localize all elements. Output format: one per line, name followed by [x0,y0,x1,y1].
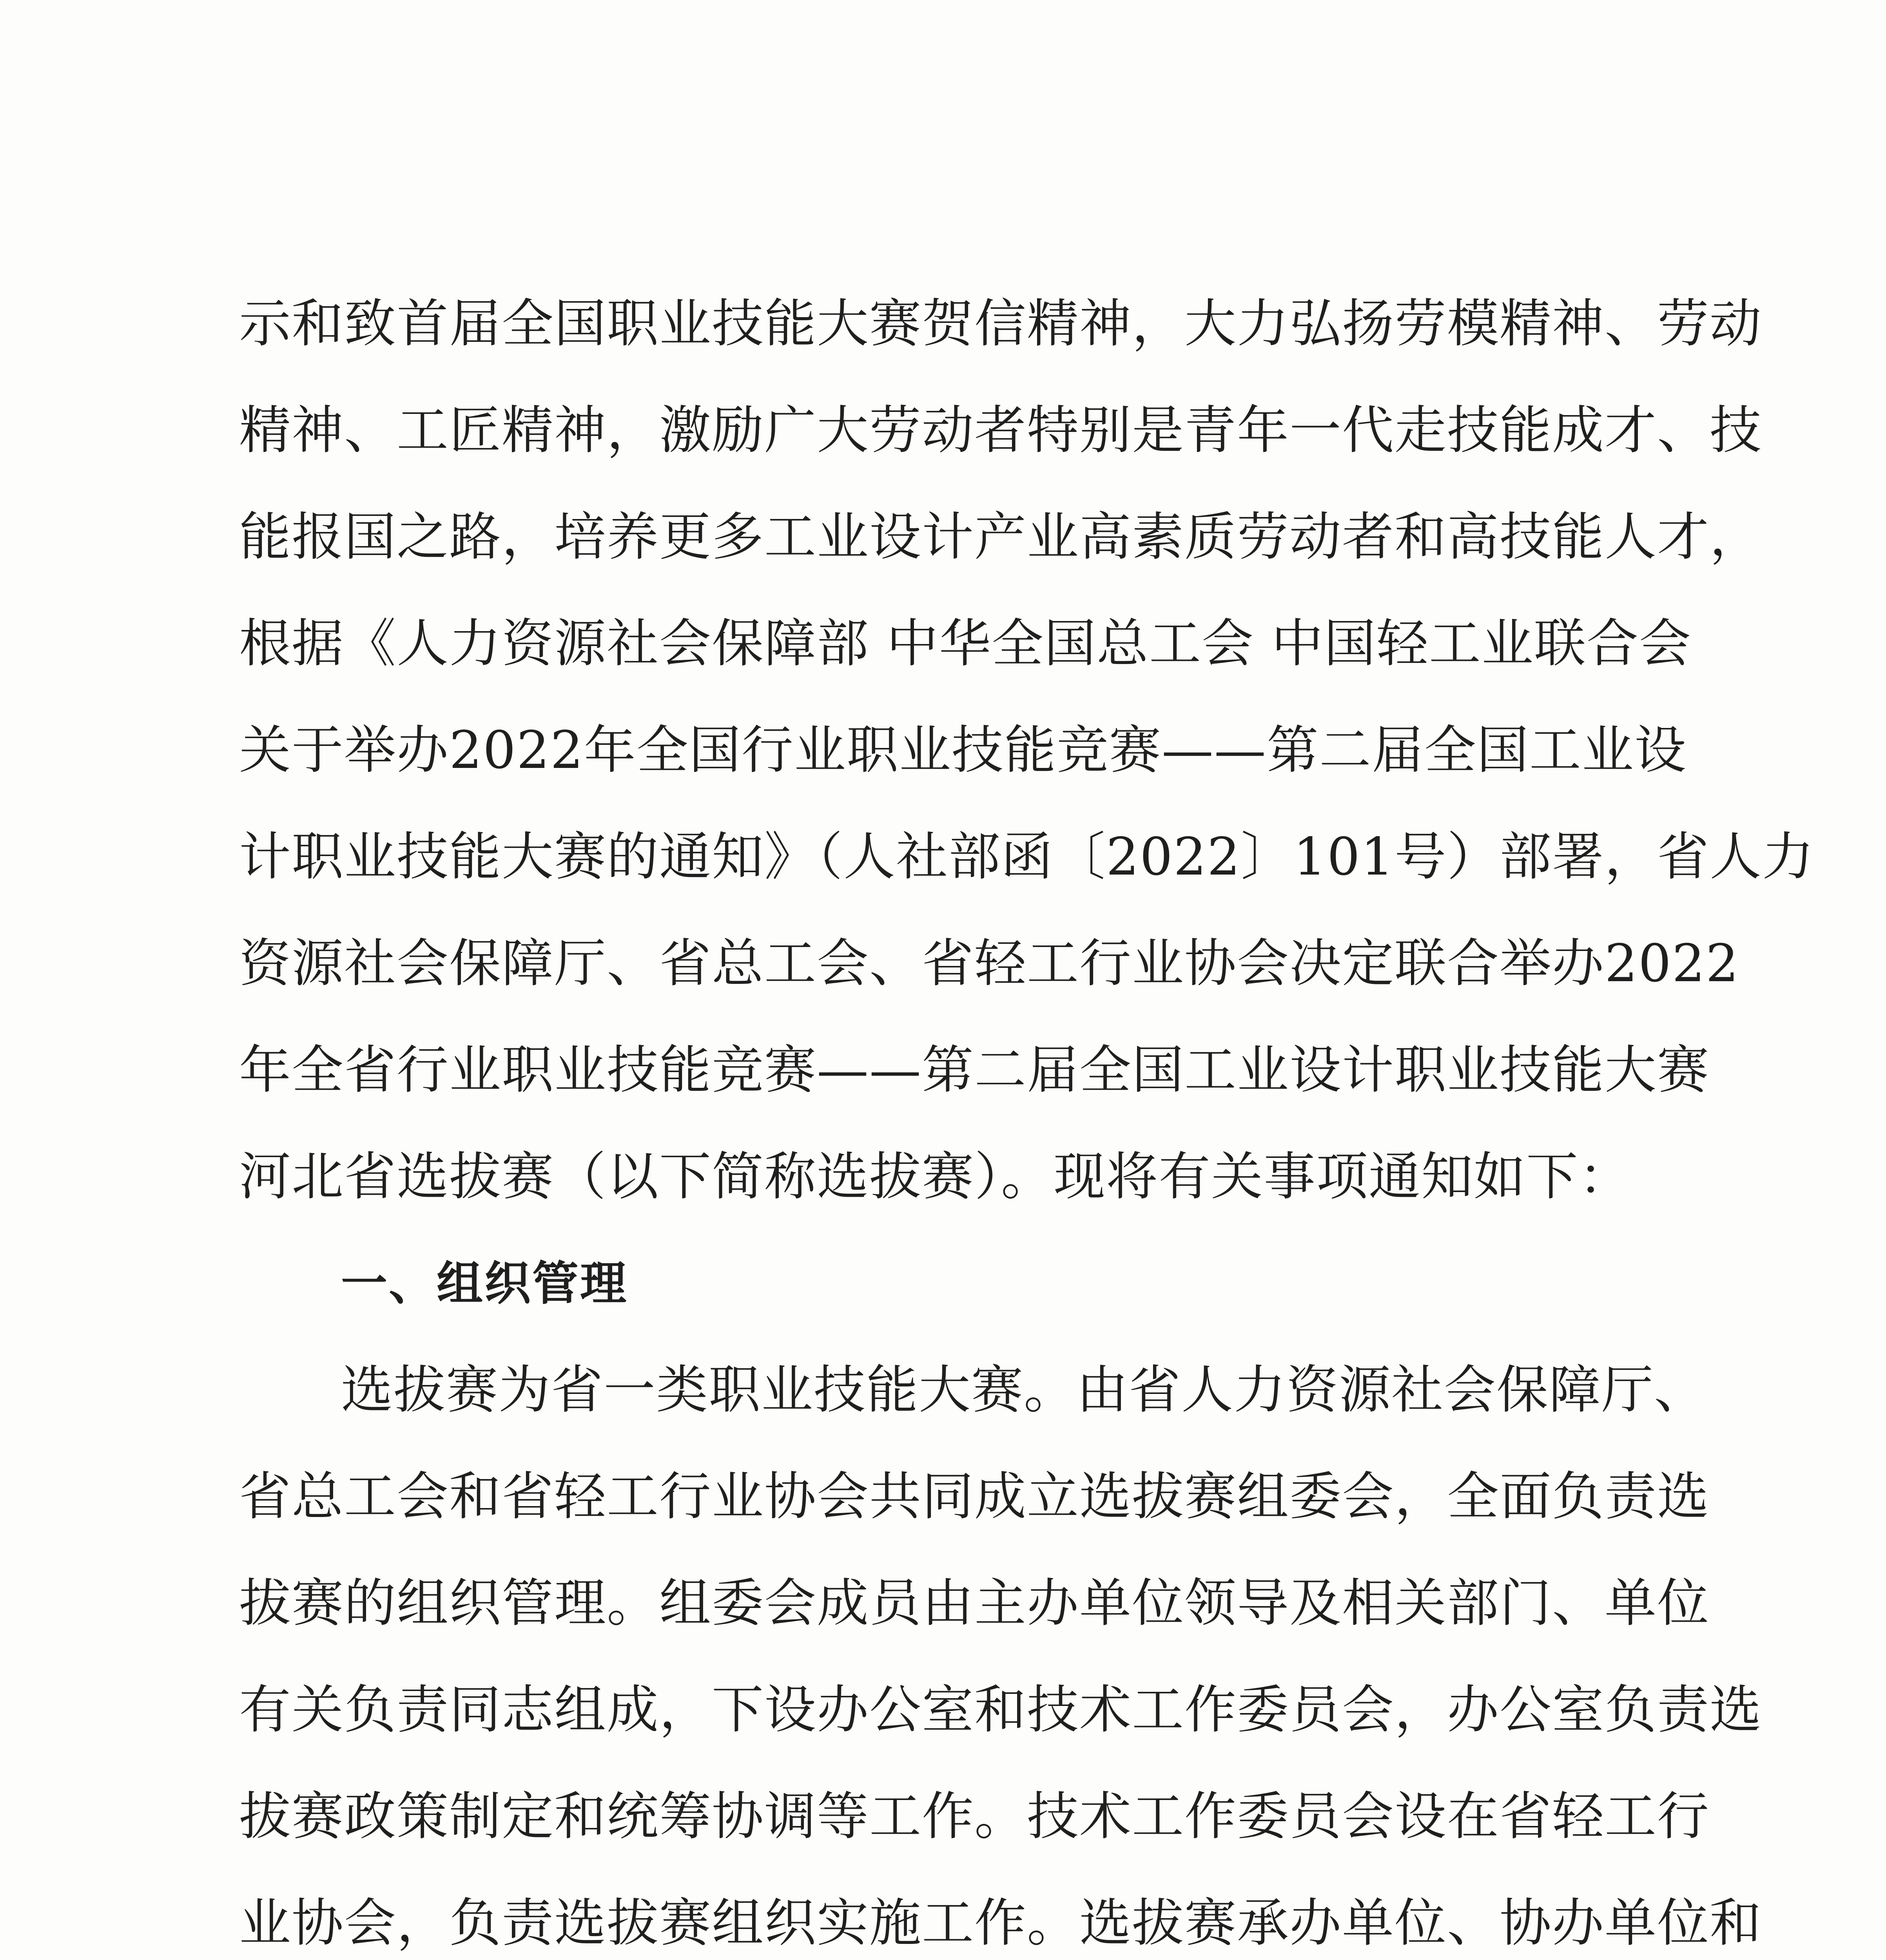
body-line: 关于举办2022年全国行业职业技能竞赛——第二届全国工业设 [239,720,1687,780]
body-line: 省总工会和省轻工行业协会共同成立选拔赛组委会，全面负责选 [239,1466,1710,1527]
body-line: 河北省选拔赛（以下简称选拔赛）。现将有关事项通知如下： [239,1147,1631,1207]
body-line: 年全省行业职业技能竞赛——第二届全国工业设计职业技能大赛 [239,1040,1710,1100]
body-line: 能报国之路，培养更多工业设计产业高素质劳动者和高技能人才， [239,507,1762,567]
body-line: 业协会，负责选拔赛组织实施工作。选拔赛承办单位、协办单位和 [239,1893,1762,1953]
section-heading-organization: 一、组织管理 [341,1256,628,1310]
body-line: 精神、工匠精神，激励广大劳动者特别是青年一代走技能成才、技 [239,400,1762,461]
body-line: 选拔赛为省一类职业技能大赛。由省人力资源社会保障厅、 [341,1360,1706,1420]
body-line: 有关负责同志组成，下设办公室和技术工作委员会，办公室负责选 [239,1680,1762,1740]
body-line: 示和致首届全国职业技能大赛贺信精神，大力弘扬劳模精神、劳动 [239,294,1762,354]
body-line: 根据《人力资源社会保障部 中华全国总工会 中国轻工业联合会 [239,613,1692,674]
document-body [239,270,1815,1960]
body-line: 拔赛的组织管理。组委会成员由主办单位领导及相关部门、单位 [239,1573,1710,1633]
body-line: 计职业技能大赛的通知》（人社部函〔2022〕101号）部署，省人力 [239,827,1815,887]
body-line: 资源社会保障厅、省总工会、省轻工行业协会决定联合举办2022 [239,933,1739,994]
body-line: 拔赛政策制定和统筹协调等工作。技术工作委员会设在省轻工行 [239,1786,1710,1847]
